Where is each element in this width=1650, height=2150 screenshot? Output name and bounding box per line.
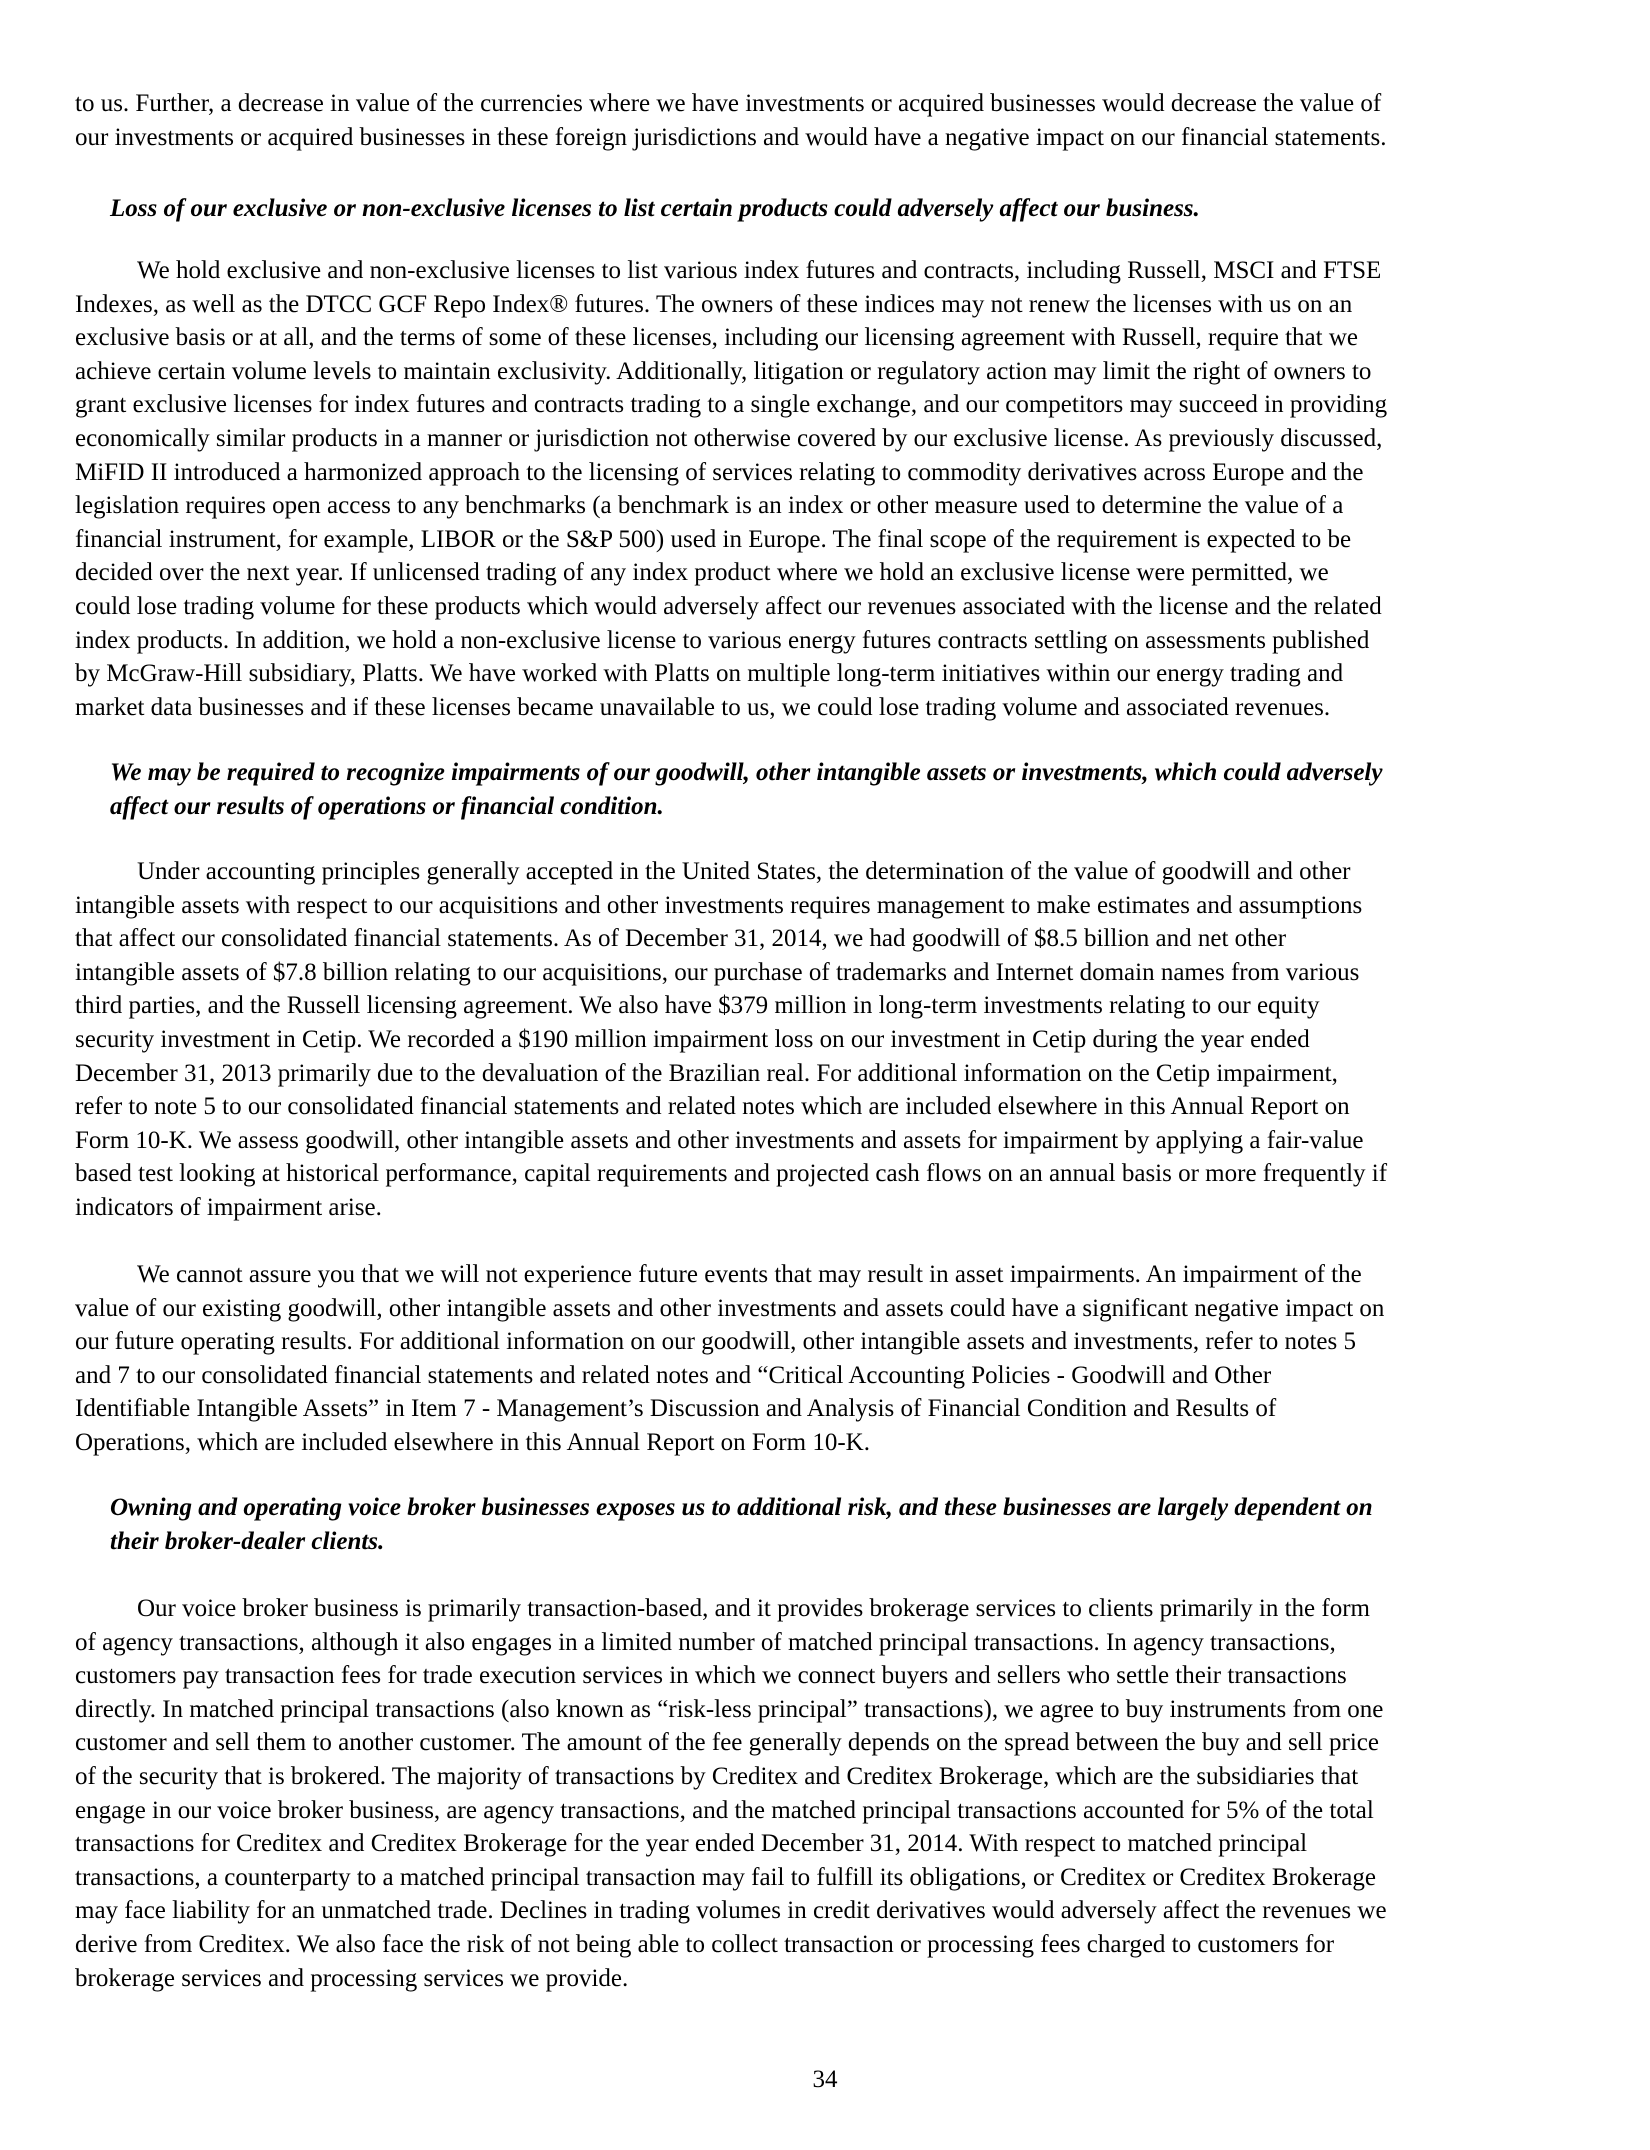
text-line: index products. In addition, we hold a non-exclusive license to various energy futures contracts settling on assessments published	[75, 626, 1370, 654]
text-line: Identifiable Intangible Assets” in Item 7 - Management’s Discussion and Analysis of Financial Condition and Results of	[75, 1395, 1277, 1423]
text-line: engage in our voice broker business, are agency transactions, and the matched principal transactions accounted for 5% of the total	[75, 1796, 1374, 1824]
text-line: economically similar products in a manner or jurisdiction not otherwise covered by our exclusive license. As previously discussed,	[75, 424, 1383, 452]
text-line: that affect our consolidated financial statements. As of December 31, 2014, we had goodwill of $8.5 billion and net other	[75, 925, 1287, 953]
text-line: our future operating results. For additional information on our goodwill, other intangible assets and investments, refer to notes 5	[75, 1328, 1356, 1356]
text-line: transactions for Creditex and Creditex Brokerage for the year ended December 31, 2014. With respect to matched principal	[75, 1830, 1308, 1858]
text-line: indicators of impairment arise.	[75, 1193, 382, 1221]
text-line: Owning and operating voice broker businesses exposes us to additional risk, and these businesses are largely dependent on	[110, 1494, 1373, 1521]
text-line: intangible assets of $7.8 billion relating to our acquisitions, our purchase of trademarks and Internet domain names from various	[75, 958, 1360, 986]
text-line: based test looking at historical performance, capital requirements and projected cash flows on an annual basis or more frequently if	[75, 1160, 1388, 1188]
text-line: decided over the next year. If unlicensed trading of any index product where we hold an exclusive license were permitted, we	[75, 559, 1329, 587]
text-line: brokerage services and processing services we provide.	[75, 1964, 629, 1992]
text-line: achieve certain volume levels to maintain exclusivity. Additionally, litigation or regulatory action may limit the right of owners to	[75, 357, 1372, 385]
page-number: 34	[812, 2066, 838, 2093]
paragraph-impairments-2	[75, 1258, 1575, 1460]
text-line: directly. In matched principal transactions (also known as “risk-less principal” transactions), we agree to buy instruments from one	[75, 1695, 1384, 1723]
text-line: Under accounting principles generally accepted in the United States, the determination of the value of goodwill and other	[137, 858, 1351, 885]
text-line: Operations, which are included elsewhere in this Annual Report on Form 10-K.	[75, 1428, 870, 1456]
text-line: customers pay transaction fees for trade execution services in which we connect buyers and sellers who settle their transactions	[75, 1662, 1347, 1690]
text-line: MiFID II introduced a harmonized approach to the licensing of services relating to commodity derivatives across Europe and the	[75, 458, 1364, 486]
heading-voice-broker	[110, 1491, 1610, 1558]
heading-licenses	[110, 192, 1610, 226]
text-line: We may be required to recognize impairments of our goodwill, other intangible assets or investments, which could adversely	[110, 759, 1383, 786]
text-line: value of our existing goodwill, other intangible assets and other investments and assets could have a significant negative impact on	[75, 1294, 1385, 1322]
text-line: December 31, 2013 primarily due to the devaluation of the Brazilian real. For additional information on the Cetip impairment,	[75, 1059, 1338, 1087]
text-line: financial instrument, for example, LIBOR or the S&P 500) used in Europe. The final scope of the requirement is expected to be	[75, 525, 1352, 553]
text-line: of agency transactions, although it also engages in a limited number of matched principal transactions. In agency transactions,	[75, 1628, 1336, 1656]
text-line: may face liability for an unmatched trade. Declines in trading volumes in credit derivatives would adversely affect the revenues we	[75, 1897, 1387, 1925]
text-line: refer to note 5 to our consolidated financial statements and related notes which are included elsewhere in this Annual Report on	[75, 1093, 1350, 1121]
text-line: third parties, and the Russell licensing agreement. We also have $379 million in long-term investments relating to our equity	[75, 992, 1320, 1020]
text-line: intangible assets with respect to our acquisitions and other investments requires management to make estimates and assumptions	[75, 891, 1363, 919]
text-line: exclusive basis or at all, and the terms of some of these licenses, including our licensing agreement with Russell, require that we	[75, 324, 1358, 352]
heading-impairments	[110, 756, 1610, 823]
text-line: affect our results of operations or financial condition.	[110, 792, 664, 820]
paragraph-impairments	[75, 855, 1575, 1225]
text-line: Indexes, as well as the DTCC GCF Repo Index® futures. The owners of these indices may not renew the licenses with us on an	[75, 290, 1353, 318]
text-line: security investment in Cetip. We recorded a $190 million impairment loss on our investment in Cetip during the year ended	[75, 1025, 1310, 1053]
text-line: of the security that is brokered. The majority of transactions by Creditex and Creditex Brokerage, which are the subsidiaries that	[75, 1762, 1359, 1790]
text-line: Form 10-K. We assess goodwill, other intangible assets and other investments and assets for impairment by applying a fair-value	[75, 1126, 1364, 1154]
paragraph-licenses	[75, 254, 1575, 724]
text-line: We cannot assure you that we will not experience future events that may result in asset impairments. An impairment of the	[137, 1261, 1362, 1288]
text-line: legislation requires open access to any benchmarks (a benchmark is an index or other measure used to determine the value of a	[75, 492, 1344, 520]
text-line: grant exclusive licenses for index futures and contracts trading to a single exchange, and our competitors may succeed in providing	[75, 391, 1388, 419]
text-line: their broker-dealer clients.	[110, 1527, 385, 1555]
text-line: transactions, a counterparty to a matched principal transaction may fail to fulfill its obligations, or Creditex or Creditex Brokerage	[75, 1863, 1376, 1891]
text-line: Our voice broker business is primarily transaction-based, and it provides brokerage services to clients primarily in the form	[137, 1595, 1370, 1622]
text-line: Loss of our exclusive or non-exclusive licenses to list certain products could adversely affect our business.	[110, 195, 1200, 222]
text-line: to us. Further, a decrease in value of the currencies where we have investments or acquired businesses would decrease the value of	[75, 90, 1382, 117]
text-line: and 7 to our consolidated financial statements and related notes and “Critical Accounting Policies - Goodwill and Other	[75, 1361, 1272, 1389]
text-line: customer and sell them to another customer. The amount of the fee generally depends on the spread between the buy and sell price	[75, 1729, 1379, 1757]
paragraph-continued	[75, 87, 1575, 154]
text-line: derive from Creditex. We also face the risk of not being able to collect transaction or processing fees charged to customers for	[75, 1930, 1335, 1958]
paragraph-voice-broker	[75, 1592, 1575, 1995]
text-line: We hold exclusive and non-exclusive licenses to list various index futures and contracts, including Russell, MSCI and FTSE	[137, 257, 1382, 284]
text-line: by McGraw-Hill subsidiary, Platts. We have worked with Platts on multiple long-term initiatives within our energy trading and	[75, 660, 1344, 688]
text-line: market data businesses and if these licenses became unavailable to us, we could lose trading volume and associated revenues.	[75, 693, 1331, 721]
text-line: could lose trading volume for these products which would adversely affect our revenues associated with the license and the related	[75, 592, 1382, 620]
text-line: our investments or acquired businesses in these foreign jurisdictions and would have a negative impact on our financial statements.	[75, 123, 1387, 151]
